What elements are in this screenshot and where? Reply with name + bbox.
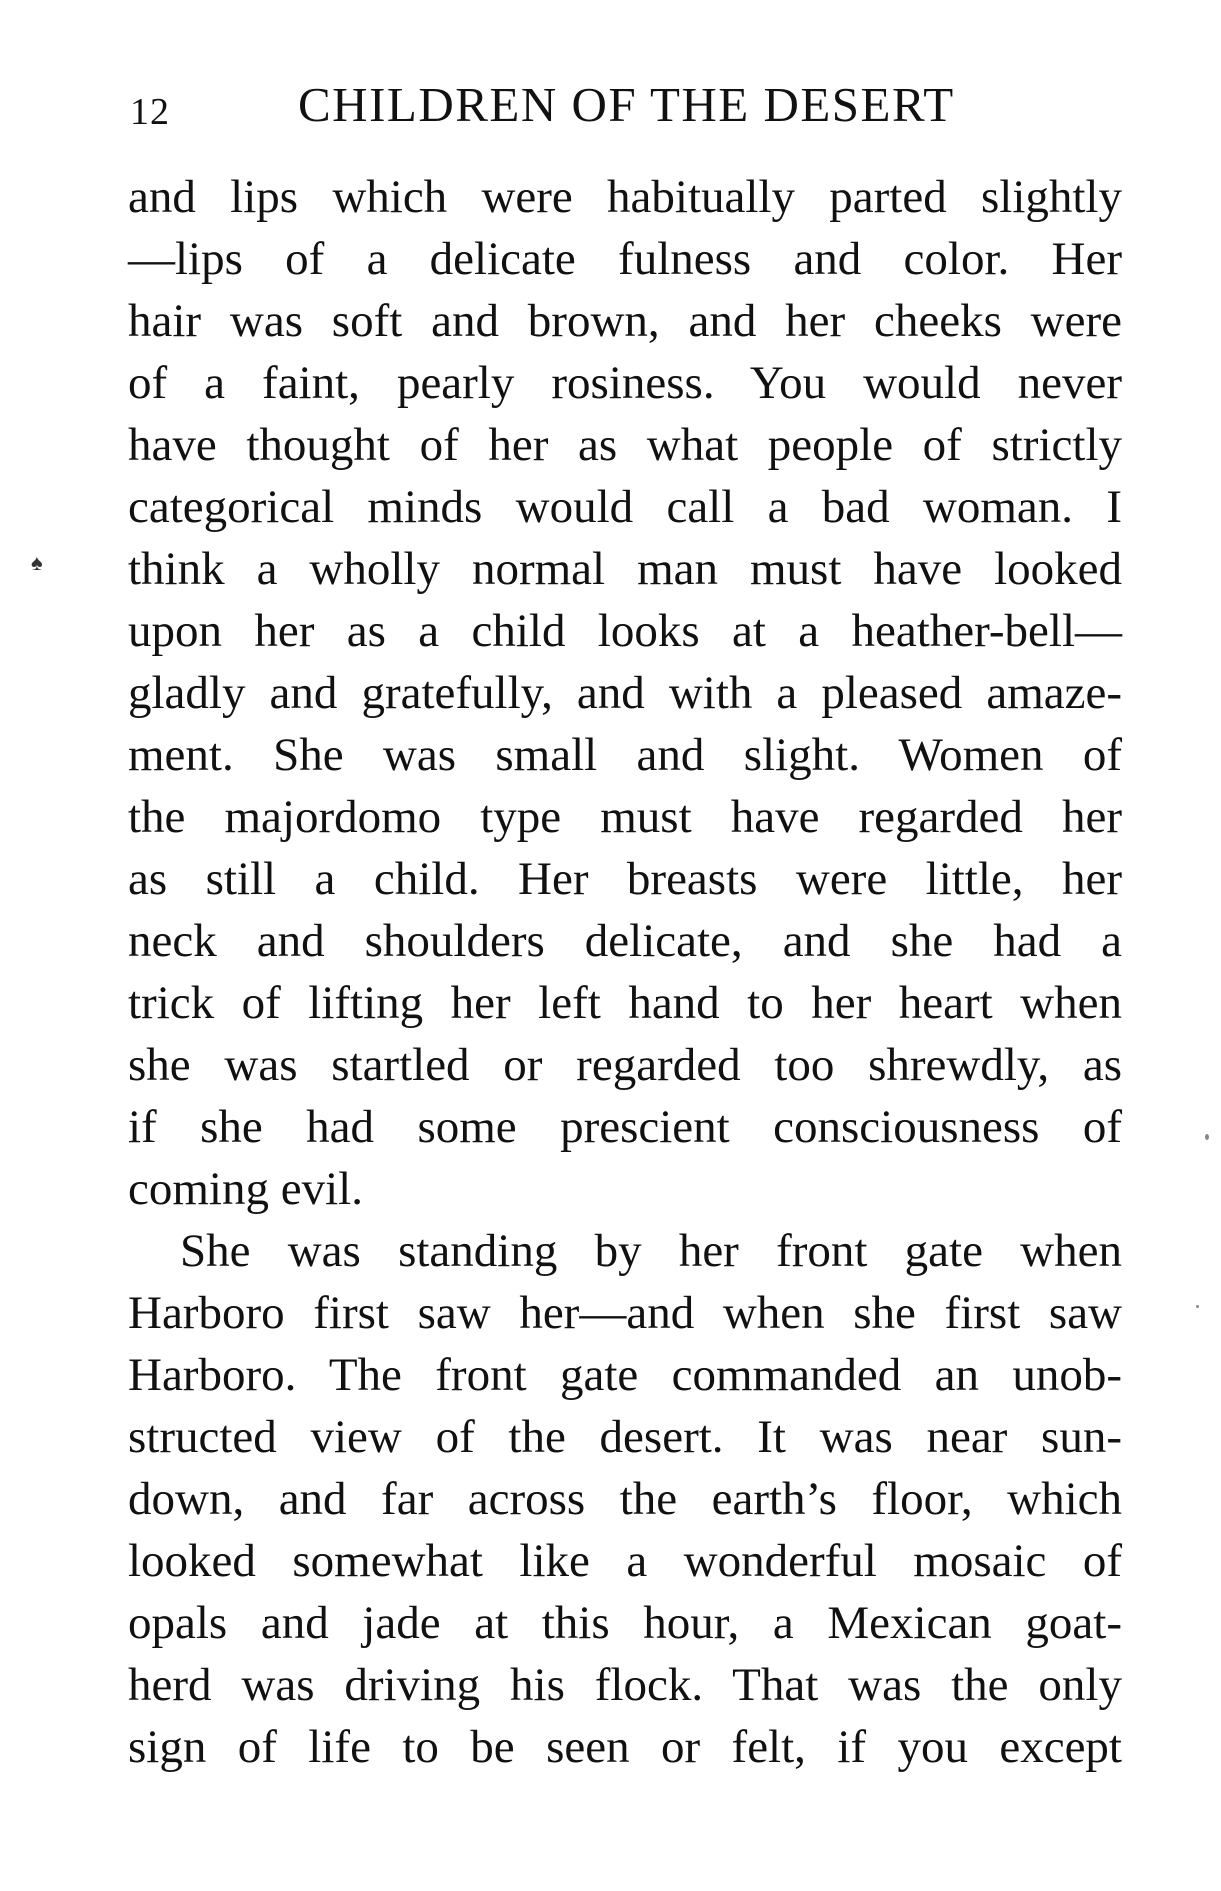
text-line: hair was soft and brown, and her cheeks were: [128, 295, 1122, 347]
text-line: looked somewhat like a wonderful mosaic of: [128, 1535, 1122, 1587]
text-line: of a faint, pearly rosiness. You would never: [128, 357, 1122, 409]
body-text: [128, 166, 1122, 1778]
margin-mark: ♠: [31, 550, 43, 575]
text-line: the majordomo type must have regarded her: [128, 791, 1122, 843]
running-title: CHILDREN OF THE DESERT: [298, 77, 955, 132]
text-line: opals and jade at this hour, a Mexican goat-: [128, 1597, 1122, 1649]
text-line: —lips of a delicate fulness and color. Her: [128, 233, 1122, 285]
text-line: down, and far across the earth’s floor, which: [128, 1473, 1122, 1525]
text-line: and lips which were habitually parted slightly: [128, 171, 1122, 223]
text-line: structed view of the desert. It was near sun-: [128, 1411, 1122, 1463]
text-line: think a wholly normal man must have looked: [128, 543, 1122, 595]
text-line: have thought of her as what people of strictly: [128, 419, 1122, 471]
running-head: [130, 76, 990, 136]
text-line: categorical minds would call a bad woman. I: [128, 481, 1122, 533]
text-line: upon her as a child looks at a heather-bell—: [128, 605, 1122, 657]
text-line: neck and shoulders delicate, and she had a: [128, 915, 1122, 967]
text-line: Harboro. The front gate commanded an unob-: [128, 1349, 1122, 1401]
text-line: herd was driving his flock. That was the only: [128, 1659, 1122, 1711]
text-line: as still a child. Her breasts were little, her: [128, 853, 1122, 905]
print-speck: [1196, 1305, 1199, 1308]
paragraph-1: [128, 166, 1122, 1220]
text-line: coming evil.: [128, 1163, 363, 1215]
text-line: sign of life to be seen or felt, if you except: [128, 1721, 1122, 1773]
text-line: ment. She was small and slight. Women of: [128, 729, 1122, 781]
text-line: if she had some prescient consciousness of: [128, 1101, 1122, 1153]
text-line: trick of lifting her left hand to her heart when: [128, 977, 1122, 1029]
page-number: 12: [130, 91, 170, 133]
print-speck: [1205, 1134, 1209, 1140]
paragraph-2: [128, 1220, 1122, 1778]
text-line: gladly and gratefully, and with a pleased amaze-: [128, 667, 1122, 719]
text-line: she was startled or regarded too shrewdly, as: [128, 1039, 1122, 1091]
text-line: She was standing by her front gate when: [180, 1225, 1122, 1277]
text-line: Harboro first saw her—and when she first saw: [128, 1287, 1122, 1339]
